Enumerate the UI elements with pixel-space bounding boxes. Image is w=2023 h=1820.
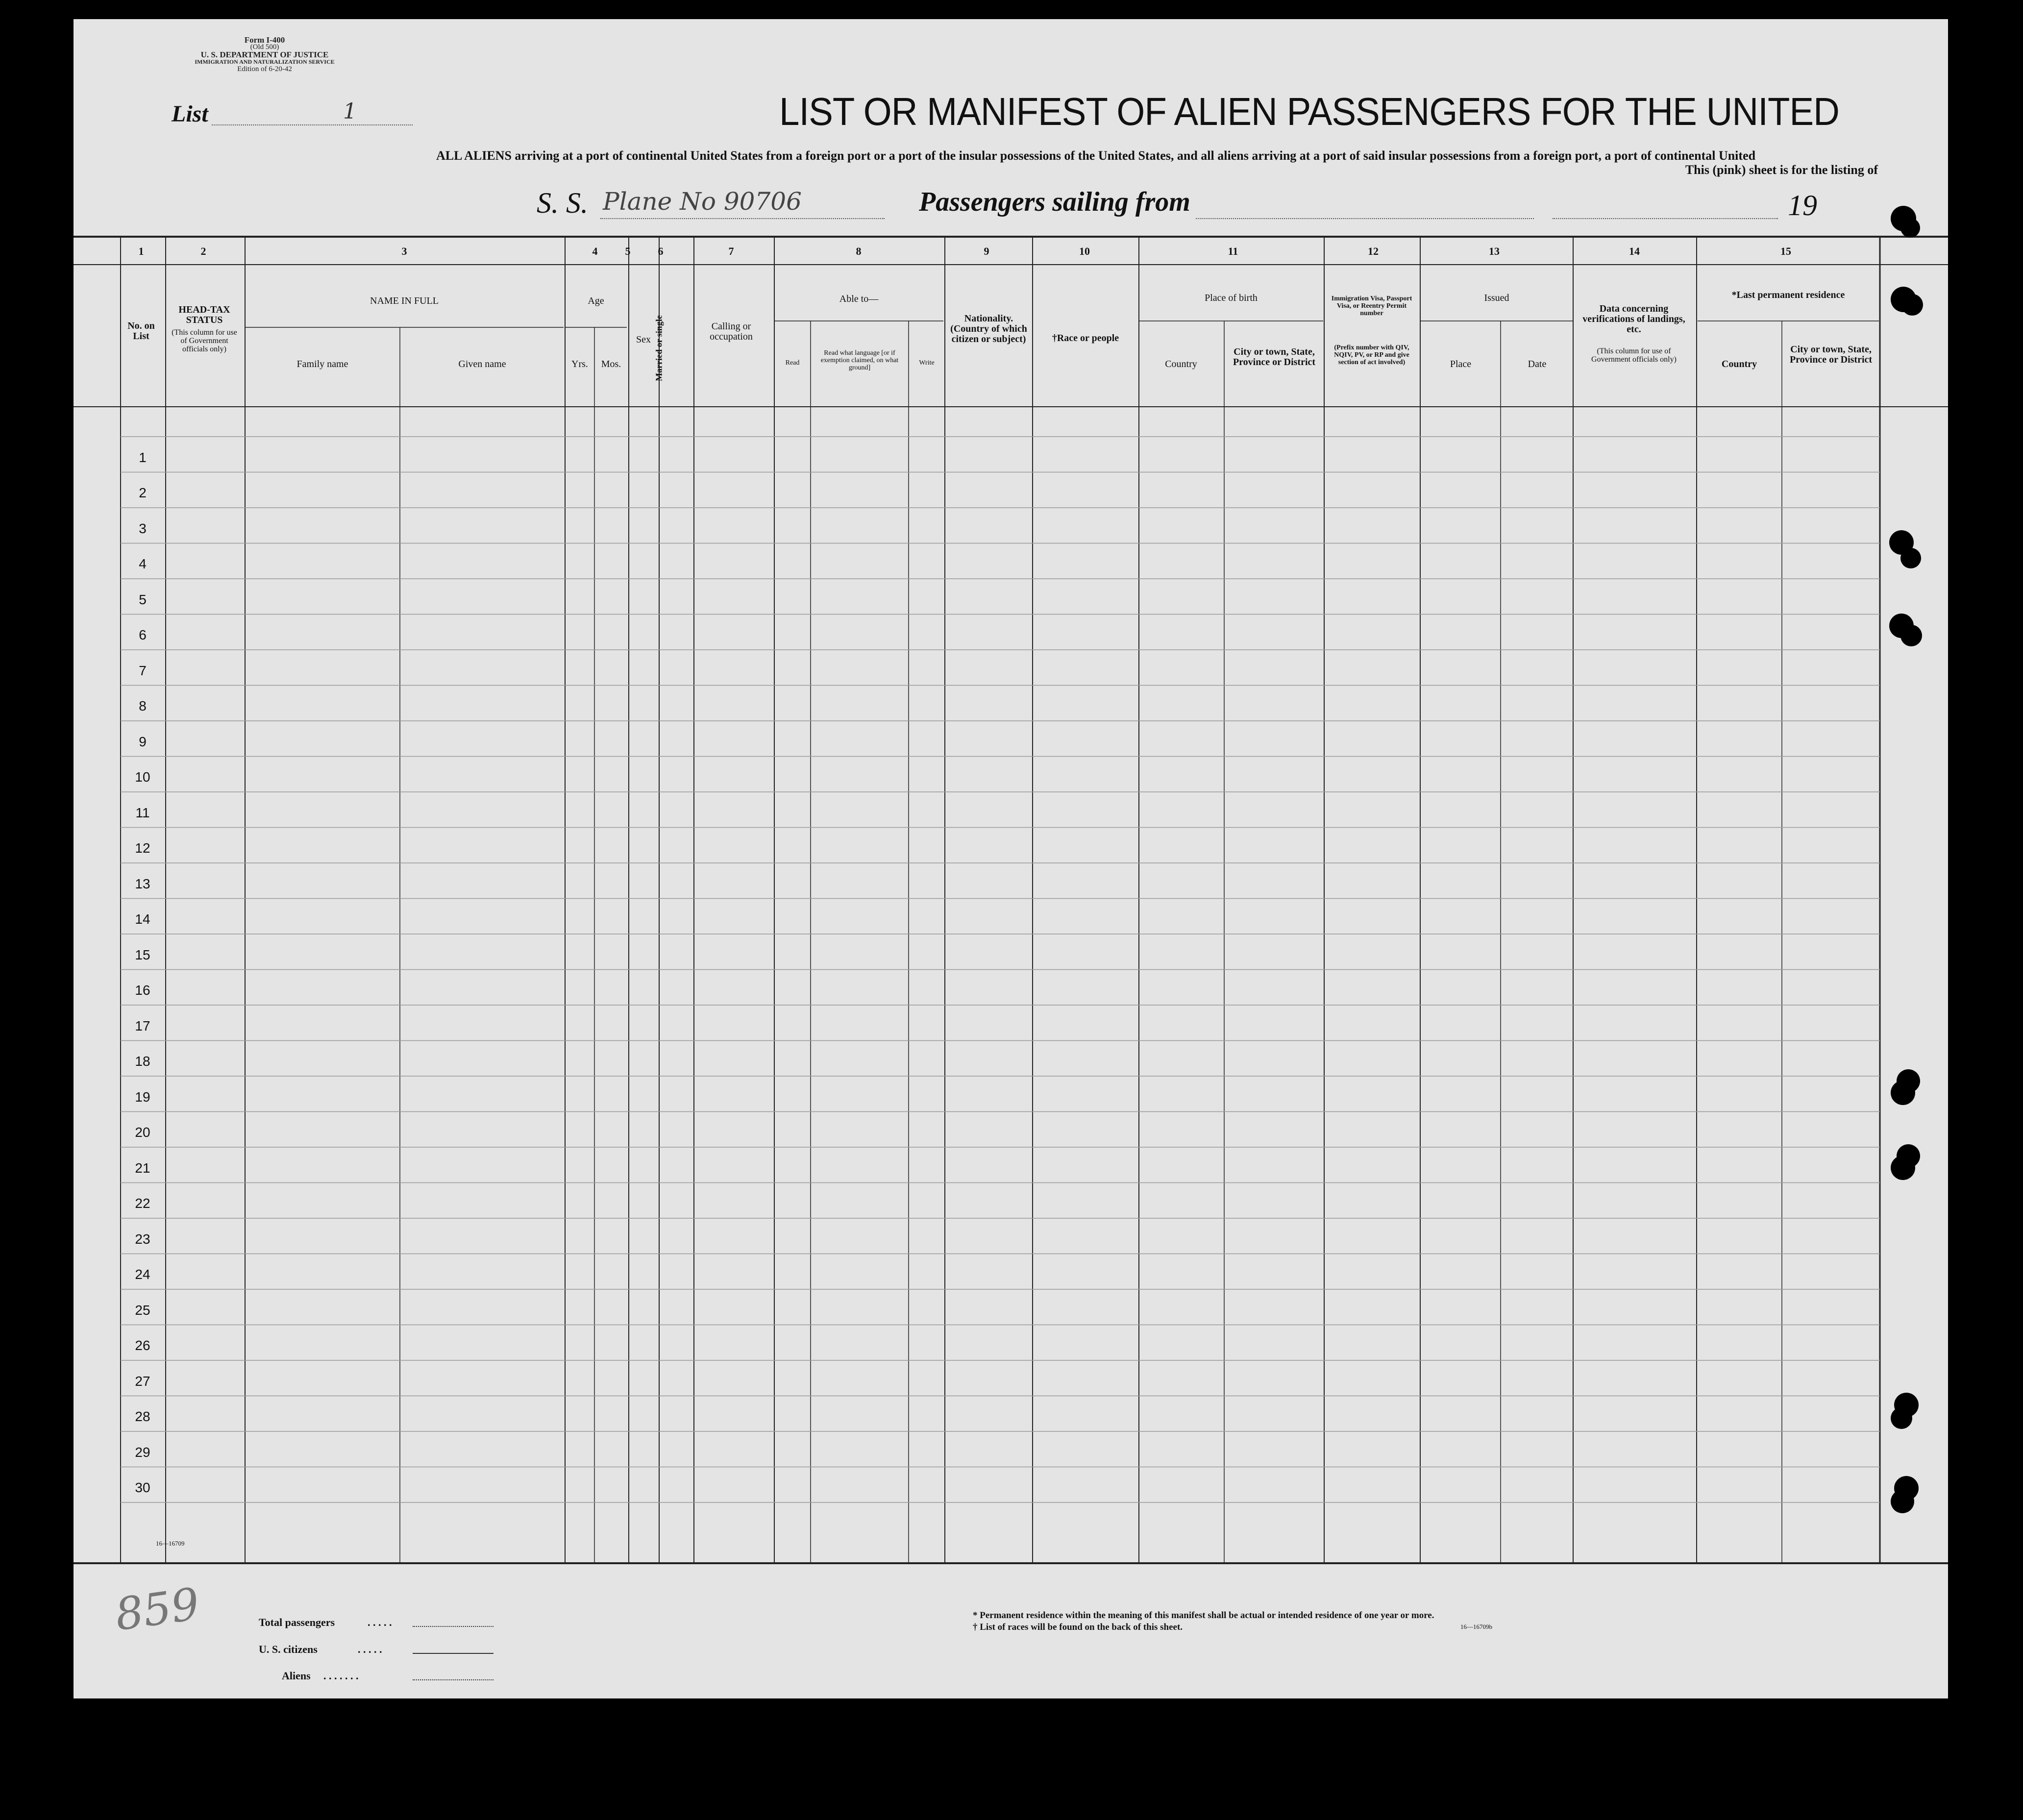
column-number: 11 (1228, 245, 1238, 257)
service-name: IMMIGRATION AND NATURALIZATION SERVICE (195, 58, 335, 65)
column-number: 6 (658, 245, 664, 257)
header-nationality: Nationality. (Country of which citizen or subject) (950, 313, 1027, 344)
header-data-concerning: Data concerning verifications of landings, etc. (1582, 303, 1685, 335)
header-race: †Race or people (1052, 333, 1119, 344)
row-number: 17 (135, 1018, 150, 1033)
header-name-in-full: NAME IN FULL (370, 295, 439, 306)
header-read-language: Read what language [or if exemption claimed, on what ground] (820, 349, 899, 371)
total-passengers-label: Total passengers (259, 1616, 335, 1628)
punch-hole (1891, 1490, 1914, 1513)
row-number: 14 (135, 911, 150, 927)
header-last-residence: *Last permanent residence (1731, 290, 1845, 300)
instructions-line-1: ALL ALIENS arriving at a port of continental United States from a foreign port or a port of the insular possessions of the United States, and all aliens arriving at a port of said insular possessions from a foreign port, a port of continental United (436, 148, 1756, 163)
column-number: 2 (200, 245, 206, 257)
handwritten-number: 859 (112, 1578, 203, 1641)
row-number: 20 (135, 1125, 150, 1140)
header-place-of-birth: Place of birth (1205, 293, 1258, 303)
header-issued-date: Date (1528, 359, 1547, 369)
department-name: U. S. DEPARTMENT OF JUSTICE (200, 50, 329, 59)
column-number: 10 (1079, 245, 1090, 257)
footnote-races: † List of races will be found on the back of this sheet. (973, 1622, 1183, 1632)
header-visa: Immigration Visa, Passport Visa, or Reentry Permit number (1331, 295, 1412, 317)
edition-date: Edition of 6-20-42 (237, 65, 292, 73)
row-number: 5 (139, 592, 147, 607)
row-number: 19 (135, 1089, 150, 1105)
row-number: 15 (135, 947, 150, 962)
header-data-note: (This column for use of Government officials only) (1591, 347, 1677, 364)
aliens-line (413, 1679, 493, 1680)
row-number: 1 (139, 450, 147, 465)
punch-hole (1900, 548, 1921, 568)
header-visa-note: (Prefix number with QIV, NQIV, PV, or RP and give section of act involved) (1334, 344, 1409, 366)
form-number: Form I-400 (244, 35, 285, 45)
list-label: List (172, 101, 208, 127)
list-number-value: 1 (343, 99, 357, 124)
header-birth-country: Country (1165, 359, 1197, 369)
header-issued: Issued (1484, 293, 1509, 303)
row-number: 16 (135, 983, 150, 998)
header-sex: Sex (636, 334, 651, 345)
us-citizens-label: U. S. citizens (259, 1643, 318, 1655)
instructions-line-2: This (pink) sheet is for the listing of (1685, 163, 1878, 177)
row-number: 9 (139, 734, 147, 749)
punch-hole (1891, 1156, 1915, 1180)
aliens-label: Aliens (282, 1670, 311, 1682)
column-number: 7 (728, 245, 734, 257)
row-number: 7 (139, 663, 147, 678)
row-number: 12 (135, 840, 150, 856)
column-number: 9 (984, 245, 989, 257)
dots: . . . . . (358, 1643, 382, 1655)
header-read: Read (785, 359, 800, 367)
header-family-name: Family name (296, 359, 348, 369)
header-age-months: Mos. (601, 359, 621, 369)
header-calling: Calling or occupation (710, 321, 753, 342)
ship-label: S. S. (537, 187, 588, 219)
form-code: 16—16709 (156, 1540, 185, 1547)
header-issued-place: Place (1450, 359, 1472, 369)
row-number: 13 (135, 876, 150, 891)
row-number: 10 (135, 769, 150, 785)
column-number: 4 (592, 245, 598, 257)
row-number: 4 (139, 556, 147, 571)
dots: . . . . . . . (323, 1670, 359, 1682)
column-number: 1 (138, 245, 144, 257)
us-citizens-line (413, 1653, 493, 1654)
header-married-or-single: Married or single (654, 315, 664, 381)
row-number: 22 (135, 1196, 150, 1211)
punch-hole (1900, 218, 1920, 238)
row-number: 6 (139, 627, 147, 642)
row-number: 25 (135, 1303, 150, 1318)
header-residence-city: City or town, State, Province or District (1789, 344, 1873, 365)
header-birth-city: City or town, State, Province or District (1233, 346, 1316, 368)
row-number: 18 (135, 1054, 150, 1069)
header-head-tax-note: (This column for use of Government officials only) (172, 328, 237, 353)
form-code: 16—16709b (1460, 1623, 1492, 1630)
row-number: 23 (135, 1231, 150, 1247)
header-age: Age (588, 295, 604, 306)
column-number: 12 (1368, 245, 1379, 257)
header-given-name: Given name (458, 359, 506, 369)
header-no-on-list: No. on List (127, 320, 155, 342)
row-number: 26 (135, 1338, 150, 1353)
row-number: 21 (135, 1160, 150, 1176)
row-number: 2 (139, 485, 147, 500)
column-number: 8 (856, 245, 862, 257)
footnote-permanent-residence: * Permanent residence within the meaning of this manifest shall be actual or intended residence of one year or more. (973, 1610, 1434, 1621)
punch-hole (1901, 294, 1923, 316)
header-able-to: Able to— (839, 294, 879, 304)
punch-hole (1900, 625, 1922, 646)
header-write: Write (919, 359, 935, 367)
column-number: 3 (401, 245, 407, 257)
row-number: 24 (135, 1267, 150, 1282)
ship-name-value: Plane No 90706 (603, 187, 802, 216)
year-label: 19 (1788, 189, 1817, 221)
header-age-years: Yrs. (571, 359, 588, 369)
punch-hole (1891, 1407, 1912, 1429)
column-number: 13 (1489, 245, 1500, 257)
total-passengers-line (413, 1626, 493, 1627)
column-number: 15 (1780, 245, 1791, 257)
row-number: 11 (135, 805, 150, 820)
column-number: 14 (1629, 245, 1640, 257)
header-residence-country: Country (1721, 359, 1757, 369)
row-number: 27 (135, 1374, 150, 1389)
row-number: 29 (135, 1445, 150, 1460)
header-head-tax: HEAD-TAX STATUS (178, 304, 230, 325)
row-number: 3 (139, 521, 147, 536)
column-number: 5 (625, 245, 631, 257)
row-number: 28 (135, 1409, 150, 1424)
dots: . . . . . (368, 1616, 392, 1628)
sailing-from-label: Passengers sailing from (919, 187, 1190, 217)
row-number: 30 (135, 1480, 150, 1495)
punch-hole (1891, 1081, 1915, 1105)
page-title: LIST OR MANIFEST OF ALIEN PASSENGERS FOR THE UNITED (779, 90, 1839, 133)
row-number: 8 (139, 698, 147, 713)
old-form-number: (Old 500) (250, 43, 279, 51)
